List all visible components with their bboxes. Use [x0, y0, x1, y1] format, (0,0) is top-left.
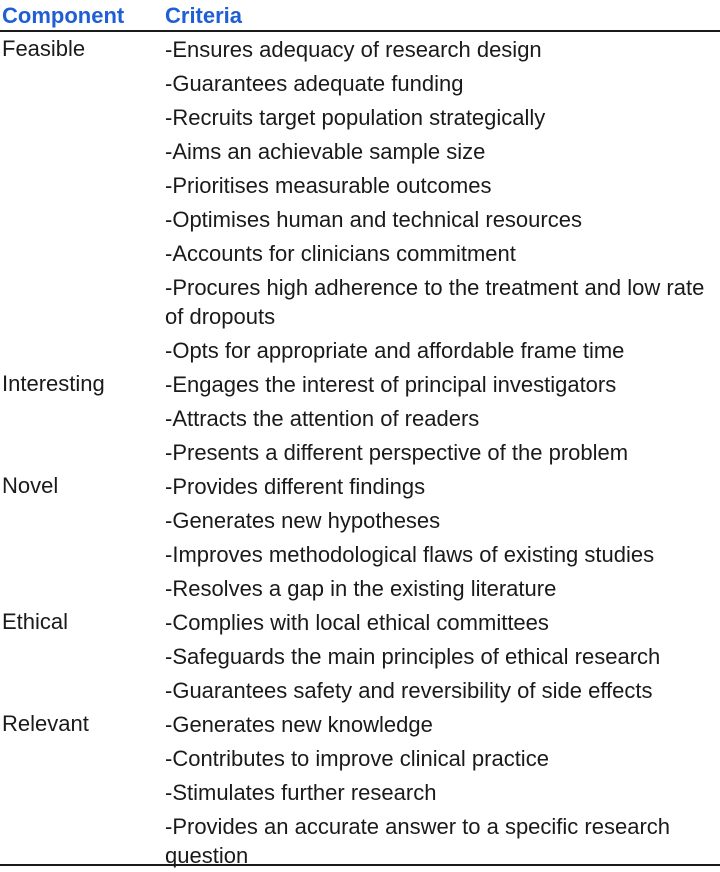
criterion-item: -Opts for appropriate and affordable frame time — [165, 337, 625, 363]
component-label: Interesting — [2, 371, 105, 396]
component-label: Feasible — [2, 36, 86, 61]
criterion-item: -Contributes to improve clinical practice — [165, 745, 549, 771]
criterion-item: -Aims an achievable sample size — [165, 138, 486, 164]
criterion-item: -Safeguards the main principles of ethical research — [165, 643, 661, 669]
column-header-criteria: Criteria — [165, 3, 243, 28]
criterion-item: -Stimulates further research — [165, 779, 437, 805]
criterion-item: -Provides an accurate answer to a specific research question — [165, 813, 671, 868]
criterion-item: -Prioritises measurable outcomes — [165, 172, 492, 198]
component-label: Relevant — [2, 711, 89, 736]
criterion-item: -Ensures adequacy of research design — [165, 36, 542, 62]
table-body — [0, 32, 720, 872]
group-relevant — [0, 707, 720, 872]
criterion-item: -Recruits target population strategically — [165, 104, 546, 130]
table-header — [0, 0, 720, 32]
component-label: Ethical — [2, 609, 69, 634]
group-ethical — [0, 605, 720, 707]
column-header-component: Component — [2, 3, 125, 28]
criteria-list — [165, 605, 720, 707]
criterion-item: -Attracts the attention of readers — [165, 405, 480, 431]
bottom-rule — [0, 864, 720, 866]
criterion-item: -Engages the interest of principal investigators — [165, 371, 617, 397]
criteria-list — [165, 32, 720, 367]
criterion-item: -Provides different findings — [165, 473, 426, 499]
criterion-item: -Generates new hypotheses — [165, 507, 441, 533]
criterion-item: -Guarantees adequate funding — [165, 70, 464, 96]
criteria-list — [165, 367, 720, 469]
criterion-item: -Presents a different perspective of the problem — [165, 439, 629, 465]
group-feasible — [0, 32, 720, 367]
criterion-item: -Guarantees safety and reversibility of side effects — [165, 677, 653, 703]
component-label: Novel — [2, 473, 59, 498]
criterion-item: -Generates new knowledge — [165, 711, 433, 737]
criterion-item: -Accounts for clinicians commitment — [165, 240, 516, 266]
criterion-item: -Improves methodological flaws of existing studies — [165, 541, 655, 567]
criterion-item: -Procures high adherence to the treatment and low rate of dropouts — [165, 274, 705, 329]
criterion-item: -Resolves a gap in the existing literature — [165, 575, 557, 601]
criterion-item: -Optimises human and technical resources — [165, 206, 582, 232]
criterion-item: -Complies with local ethical committees — [165, 609, 549, 635]
criteria-list — [165, 707, 720, 872]
group-novel — [0, 469, 720, 605]
group-interesting — [0, 367, 720, 469]
criteria-list — [165, 469, 720, 605]
